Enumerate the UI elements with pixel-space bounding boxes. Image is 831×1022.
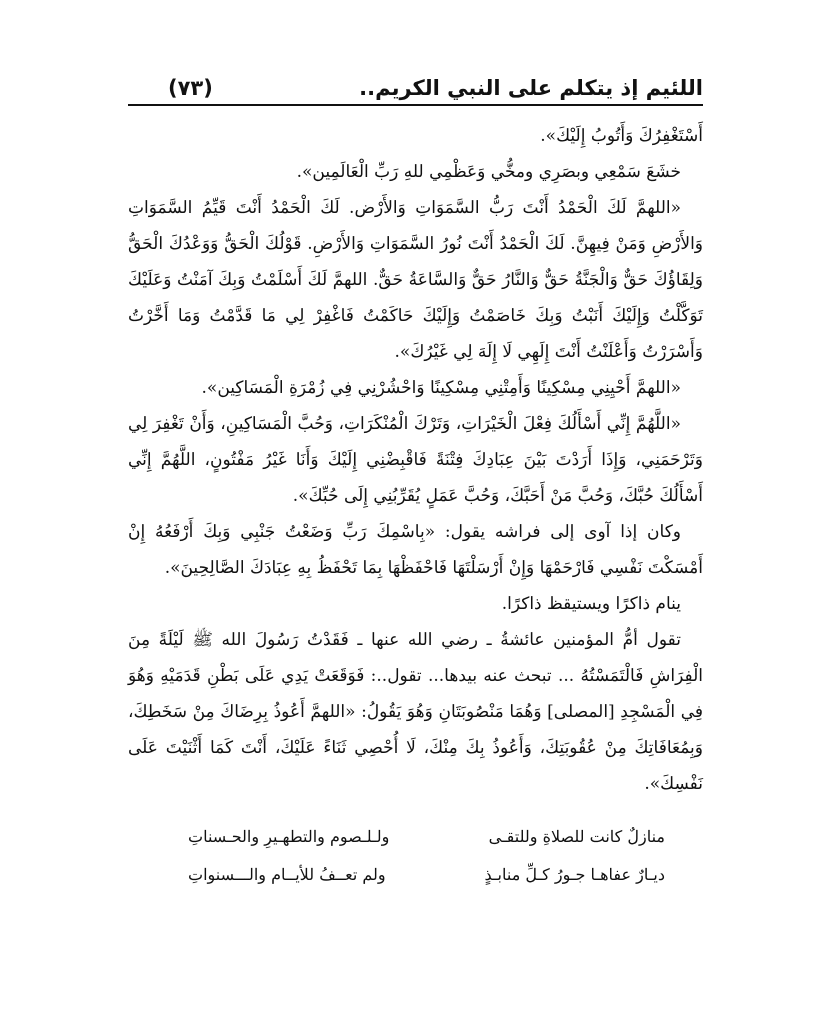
paragraph-khushu: خشَعَ سَمْعِي وبصَرِي ومخُّي وَعَظْمِي للهِ رَبِّ الْعَالَمِين».	[296, 162, 681, 182]
paragraph-khayrat: «اللَّهُمَّ إِنِّي أَسْأَلُكَ فِعْلَ الْخَيْرَاتِ، وَتَرْكَ الْمُنْكَرَاتِ، وَحُبَّ الْمَسَاكِينِ، وَأَنْ تَغْفِرَ لِي وَتَرْحَمَنِي، وَإِذَا أَرَدْتَ بَيْنَ عِبَادِكَ فِتْنَةً فَاقْبِضْنِي إِلَيْكَ وَأَنَا غَيْرُ مَفْتُونٍ، اللَّهُمَّ إِنِّي أَسْأَلُكَ حُبَّكَ، وَحُبَّ مَنْ أَحَبَّكَ، وَحُبَّ عَمَلٍ يُقَرِّبُنِي إِلَى حُبِّكَ».	[128, 414, 703, 506]
paragraph-istighfar: أَسْتَغْفِرُكَ وَأَتُوبُ إِلَيْكَ».	[540, 126, 703, 146]
page-number: (٧٣)	[168, 76, 213, 100]
paragraph-bedtime: وكان إذا آوى إلى فراشه يقول: «بِاسْمِكَ رَبِّ وَضَعْتُ جَنْبِي وَبِكَ أَرْفَعُهُ إِنْ أَمْسَكْتَ نَفْسِي فَارْحَمْهَا وَإِنْ أَرْسَلْتَهَا فَاحْفَظْهَا بِمَا تَحْفَظُ بِهِ عِبَادَكَ الصَّالِحِينَ».	[128, 522, 703, 578]
paragraph-hamd: «اللهمَّ لَكَ الْحَمْدُ أَنْتَ رَبُّ السَّمَوَاتِ وَالأَرْض. لَكَ الْحَمْدُ أَنْتَ قَيِّمُ السَّمَوَاتِ وَالأَرْضِ وَمَنْ فِيهِنَّ. لَكَ الْحَمْدُ أَنْتَ نُورُ السَّمَوَاتِ وَالأَرْضِ. قَوْلُكَ الْحَقُّ وَوَعْدُكَ الْحَقُّ وَلِقَاؤُكَ حَقٌّ وَالْجَنَّةُ حَقٌّ وَالنَّارُ حَقٌّ وَالسَّاعَةُ حَقٌّ. اللهمَّ لَكَ أَسْلَمْتُ وَبِكَ آمَنْتُ وَعَلَيْكَ تَوَكَّلْتُ وَإِلَيْكَ أَنَبْتُ وَبِكَ خَاصَمْتُ وَإِلَيْكَ حَاكَمْتُ فَاغْفِرْ لِي مَا قَدَّمْتُ وَمَا أَخَّرْتُ وَأَسْرَرْتُ وَأَعْلَنْتُ أَنْتَ إِلَهِي لَا إِلَهَ لِي غَيْرُكَ».	[128, 198, 703, 362]
poem-hemistich-right: ديـارٌ عفاهـا جـورُ كـلِّ منابـذٍ	[484, 865, 665, 884]
poem-hemistich-left: ولـلـصوم والتطهـيرِ والحـسناتِ	[188, 827, 390, 846]
poem-hemistich-left: ولم تعــفُ للأيــام والـــسنواتِ	[188, 865, 386, 884]
poem-hemistich-right: منازلٌ كانت للصلاةِ وللتقـى	[488, 827, 665, 846]
poem-line	[144, 818, 687, 856]
page-header	[128, 68, 703, 106]
paragraph-dhikr: ينام ذاكرًا ويستيقظ ذاكرًا.	[501, 594, 681, 614]
poem	[128, 818, 703, 894]
page-body	[128, 118, 703, 802]
running-title: اللئيم إذ يتكلم على النبي الكريم..	[359, 76, 703, 100]
paragraph-miskin: «اللهمَّ أَحْيِنِي مِسْكِينًا وَأَمِتْنِي مِسْكِينًا وَاحْشُرْنِي فِي زُمْرَةِ الْمَسَاكِين».	[201, 378, 681, 398]
paragraph-aisha: تقول أمُّ المؤمنين عائشةُ ـ رضي الله عنها ـ فَقَدْتُ رَسُولَ الله ﷺ لَيْلَةً مِنَ الْفِرَاشِ فَالْتَمَسْتُهُ ... تبحث عنه بيدها... تقول..: فَوَقَعَتْ يَدِي عَلَى بَطْنِ قَدَمَيْهِ وَهُوَ فِي الْمَسْجِدِ [المصلى] وَهُمَا مَنْصُوبَتَانِ وَهُوَ يَقُولُ: «اللهمَّ أَعُوذُ بِرِضَاكَ مِنْ سَخَطِكَ، وَبِمُعَافَاتِكَ مِنْ عُقُوبَتِكَ، وَأَعُوذُ بِكَ مِنْكَ، لَا أُحْصِي ثَنَاءً عَلَيْكَ، أَنْتَ كَمَا أَثْنَيْتَ عَلَى نَفْسِكَ».	[128, 630, 703, 794]
poem-line	[144, 856, 687, 894]
